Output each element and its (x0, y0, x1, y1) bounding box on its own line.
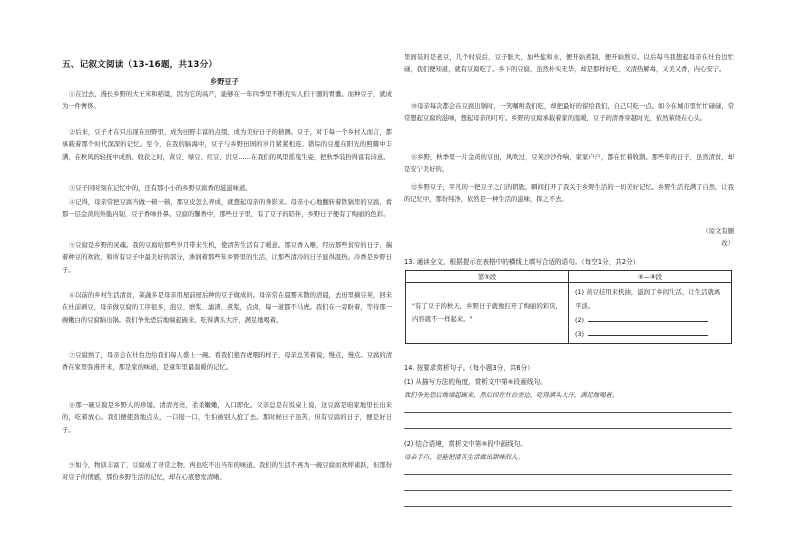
table-left-cell: "有了豆子的秋天，乡野日子就像打开了绚丽的彩页，内容就不一样起来。" (406, 283, 569, 344)
answer-line[interactable] (404, 490, 732, 491)
question-14-1: (1) 从描写方法的角度，赏析文中第⑥段画线句。 (404, 378, 547, 386)
right-paragraph-10: ⑩母亲每次都会在豆腐出锅时，一笑嘱咐我们吃，却把最好的留给我们，自己只吃一点。如今在城市里忙忙碌碌，常常想起豆腐的滋味，想起母亲的叮咛。乡野的豆腐承载着家的温暖，豆子的清香穿越时光，依然萦绕在心头。 (404, 103, 734, 123)
paragraph-4: ④记得，母亲常把豆腐当做一顿一顿，那豆皮怎么弄成，就想起母亲的身影来。母亲小心地翻转着铁锅里的豆腐，看那一层金黄的外脆内韧，豆子香味扑鼻。豆腐的馨香中，那些日子里，有了豆子的陪伴，乡野日子便有了绚丽的色彩。 (62, 199, 392, 219)
table-item-2[interactable]: (2) (575, 313, 725, 327)
question-14-2: (2) 结合语境，赏析文中第⑨段中画线句。 (404, 440, 527, 448)
question-14-2-quote: 母亲手巧，是能把清苦生活做出甜味的人。 (404, 454, 524, 461)
paragraph-5: ⑤豆腐是乡野的灵魂。我的豆腐给那些岁月带来生机，使清苦生活有了暖意。那豆香入喉，经历那些贫穷的日子，揣着种豆的欢欣，和所有豆子中最美好的部分，渗润着那些年乡野里的生活，让那些清冷的日子显得温热。冷香是乡野日子。 (62, 242, 392, 274)
question-14-1-quote: 我们争先恐后地端起碗来，然后因在灶台旁边，吃得满头大汗，满足地喝着。 (404, 392, 619, 399)
section-title: 五、记叙文阅读（13-16题，共13分） (62, 60, 218, 70)
answer-blank-2 (588, 313, 708, 322)
paragraph-3: ③豆子同时刻在记忆中的，还有那小小的乡野豆腐香的滋滋味道。 (68, 185, 252, 192)
table-item-3[interactable]: (3) (575, 327, 725, 341)
answer-line[interactable] (404, 506, 732, 507)
table-item-1: (1) 黄豆挂用来机油，滋润了乡间生活，让生活就离平淡。 (575, 288, 721, 310)
right-paragraph-1: 里面装的是老豆，几个时辰后，豆子胀大，加些盐和水，便开始煮制，便开始熬豆。以后每当我想起母亲在灶台边忙碌，我们便知道，就有豆腐吃了。乡下的豆腐，虽然朴实无华，却是那样好吃，又清热解毒，又美又香，内心安宁。 (404, 54, 734, 74)
attribution: （原文有删改） (702, 228, 734, 248)
paragraph-2: ②后来，豆子才在只出现在田野里，成为田野丰富的点缀，成为美好日子的猜测。豆子，对于每一个乡村人而言，都承载着那个时代深深的记忆。至今，在我的脑海中，豆子与乡野田园的岁月紧紧相连。错综的豆蔓在阳光的照耀中丰满，在秋风的轻抚中成熟。收获之时，黄豆、绿豆、红豆、豇豆……在我们的风里摇曳生姿，把秋季装扮得富有诗意。 (62, 129, 392, 161)
table-head-right: ⑤—⑨段 (569, 271, 732, 283)
paragraph-9: ⑨如今，物质丰富了，豆腐成了寻常之物，再也吃不出当年的味道。我们的生活不再为一碗豆腐而欢呼雀跃，但那份对豆子的情感，那份乡野生活的记忆，却在心底愈发清晰。 (62, 462, 392, 482)
right-paragraph-12: ⑫乡野豆子，平凡的一把豆子之门的钥匙，瞬间打开了我关于乡野生活的一切美好记忆。乡野生活充满了自然，让我的记忆中，那份纯净，依然是一种生活的滋味，挥之不去。 (404, 184, 734, 204)
answer-line[interactable] (404, 412, 732, 413)
paragraph-1: ①在过去，漫长乡野的大王米和稻粱，因为它的高产，能够在一年四季里不断充实人们干涸的胃囊。而种豆子，就成为一件奢侈。 (62, 91, 392, 111)
article-title: 乡野豆子 (210, 77, 239, 86)
answer-blank-3 (588, 327, 708, 336)
answer-table (405, 270, 732, 344)
answer-line[interactable] (404, 474, 732, 475)
paragraph-7: ⑦豆腐熟了，母亲会在灶台边给我们每人盛上一碗。看我们狼吞虎咽的样子，母亲总笑着说，慢点，慢点。豆腐的清香在家里弥漫开来，那是家的味道，是童年里最温暖的记忆。 (62, 352, 392, 372)
paragraph-8: ⑧那一碗豆腐是乡野人的珍馐。清清亮亮，柔柔嫩嫩，入口即化。父亲总是在饭桌上说，这豆腐是咱家地里长出来的，吃着放心。我们便使劲地点头，一口接一口，生怕被别人抢了去。那时候日子虽苦，但有豆腐的日子，便是好日子。 (62, 402, 392, 434)
table-head-left: 第⑤段 (406, 271, 569, 283)
question-14: 14. 按要求赏析句子。（每小题3分，共6分） (404, 364, 534, 372)
table-right-cell (569, 283, 732, 344)
paragraph-6: ⑥以前的乡村生活清贫，菜蔬多是母亲用屋前屋后种的豆子做成的。母亲常在晨雾未散的清晨，去田里摘豆荚，回来在灶前剥豆，母亲做豆腐的工序很多，泡豆、磨浆、滤渣、煮浆，点卤，每一道都不马虎。我们在一旁盼着，等待那一碗嫩白的豆腐脑出锅。我们争先恐后地端起碗来，吃得满头大汗，满足地喝着。 (62, 292, 392, 324)
question-13: 13. 通读全文，根据提示在表格中的横线上填写合适的语句。（每空1分，共2分） (404, 258, 640, 266)
answer-line[interactable] (404, 428, 732, 429)
right-paragraph-11: ⑪乡野，秋季里一片金黄的豆田，风吹过，豆荚沙沙作响，家家户户，都在忙着收割。那些年的日子，虽然清贫，却是安宁美好的。 (404, 154, 734, 174)
